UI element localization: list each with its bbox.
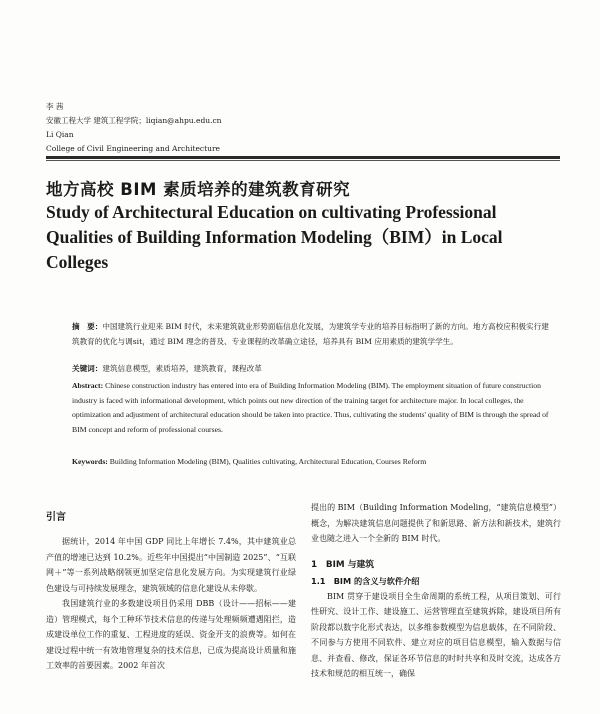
- title-cn: 地方高校 BIM 素质培养的建筑教育研究: [46, 180, 351, 199]
- right-column: [311, 500, 561, 682]
- intro-heading: 引言: [46, 512, 66, 523]
- author-name-en: Li Qian: [46, 130, 74, 139]
- section-1-1-heading: 1.1 BIM 的含义与软件介绍: [311, 575, 420, 586]
- abstract-cn-label: 摘 要：: [72, 322, 103, 331]
- abstract-en-text: Chinese construction industry has entered into era of Building Information Modeling (BIM). The employment situation of future construction industry is faced with informational development, which points out new direction of the training target for architecture major. In local colleges, the optimization and adjustment of architectural education should be taken into practice. Thus, cultivating the students' quality of BIM is through the spread of BIM concept and reform of professional courses.: [72, 381, 549, 434]
- abstract-en: [72, 379, 552, 437]
- intro-paragraph-2: 我国建筑行业的多数建设项目仍采用 DBB（设计——招标——建造）管理模式，每个工种环节技术信息的传递与处理频频遭遇阻拦，造成建设单位工作的重复、工程进度的延误、资金开支的浪费等。如何在建设过程中统一有效地管理复杂的技术信息，已成为提高设计质量和施工效率的首要因素。2002 年首次: [46, 599, 296, 670]
- section-1-heading: 1 BIM 与建筑: [311, 559, 375, 570]
- right-paragraph-2: BIM 贯穿于建设项目全生命周期的系统工程，从项目策划、可行性研究、设计工作、建设施工、运营管理直至建筑拆除，建设项目所有阶段都以数字化形式表达，以多维参数模型为信息载体，在不同阶段、不同参与方使用不同软件、建立对应的项目信息模型，输入数据与信息、并查看、修改，保证各环节信息的时时共享和及时交流，达成各方技术和规范的相互统一，确保: [311, 591, 561, 678]
- intro-paragraph-1: 据统计，2014 年中国 GDP 同比上年增长 7.4%，其中建筑业总产值的增速已达到 10.2%。近些年中国提出“中国制造 2025”、“互联网＋”等一系列战略纲领更加坚定信息化发展方向。为实现建筑行业绿色建设与可持续发展理念，建筑领域的信息化建设从未停歇。: [46, 537, 296, 593]
- keywords-cn: [72, 363, 552, 374]
- keywords-cn-label: 关键词：: [72, 364, 103, 373]
- keywords-en-text: Building Information Modeling (BIM), Qualities cultivating, Architectural Education, Courses Reform: [109, 457, 427, 466]
- author-affiliation-en: College of Civil Engineering and Architecture: [46, 144, 220, 153]
- header-rule: [46, 156, 560, 159]
- author-name-cn: 李 茜: [46, 102, 64, 111]
- abstract-cn: [72, 320, 552, 349]
- header-rule-thin: [46, 160, 560, 161]
- keywords-en-label: Keywords:: [72, 457, 108, 466]
- right-paragraph-1: 提出的 BIM（Building Information Modeling，“建筑信息模型”）概念，为解决建筑信息问题提供了和新思路、新方法和新技术，建筑行业也随之进入一个全新的 BIM 时代。: [311, 503, 561, 543]
- author-affiliation-cn: 安徽工程大学 建筑工程学院；liqian@ahpu.edu.cn: [46, 116, 222, 125]
- abstract-en-label: Abstract:: [72, 381, 104, 390]
- left-column: [46, 500, 296, 674]
- keywords-cn-text: 建筑信息模型，素质培养，建筑教育，课程改革: [102, 364, 262, 373]
- title-en: Study of Architectural Education on cultivating Professional Qualities of Building Information Modeling（BIM）in Local Colleges: [46, 202, 503, 272]
- author-block: [46, 100, 221, 156]
- keywords-en: [72, 455, 552, 470]
- abstract-cn-text: 中国建筑行业迎来 BIM 时代，未来建筑就业形势面临信息化发展，为建筑学专业的培养目标指明了新的方向。地方高校应积极实行建筑教育的优化与调sit，通过 BIM 理念的普及、专业课程的改革确立途径，培养具有 BIM 应用素质的建筑学学生。: [72, 322, 549, 346]
